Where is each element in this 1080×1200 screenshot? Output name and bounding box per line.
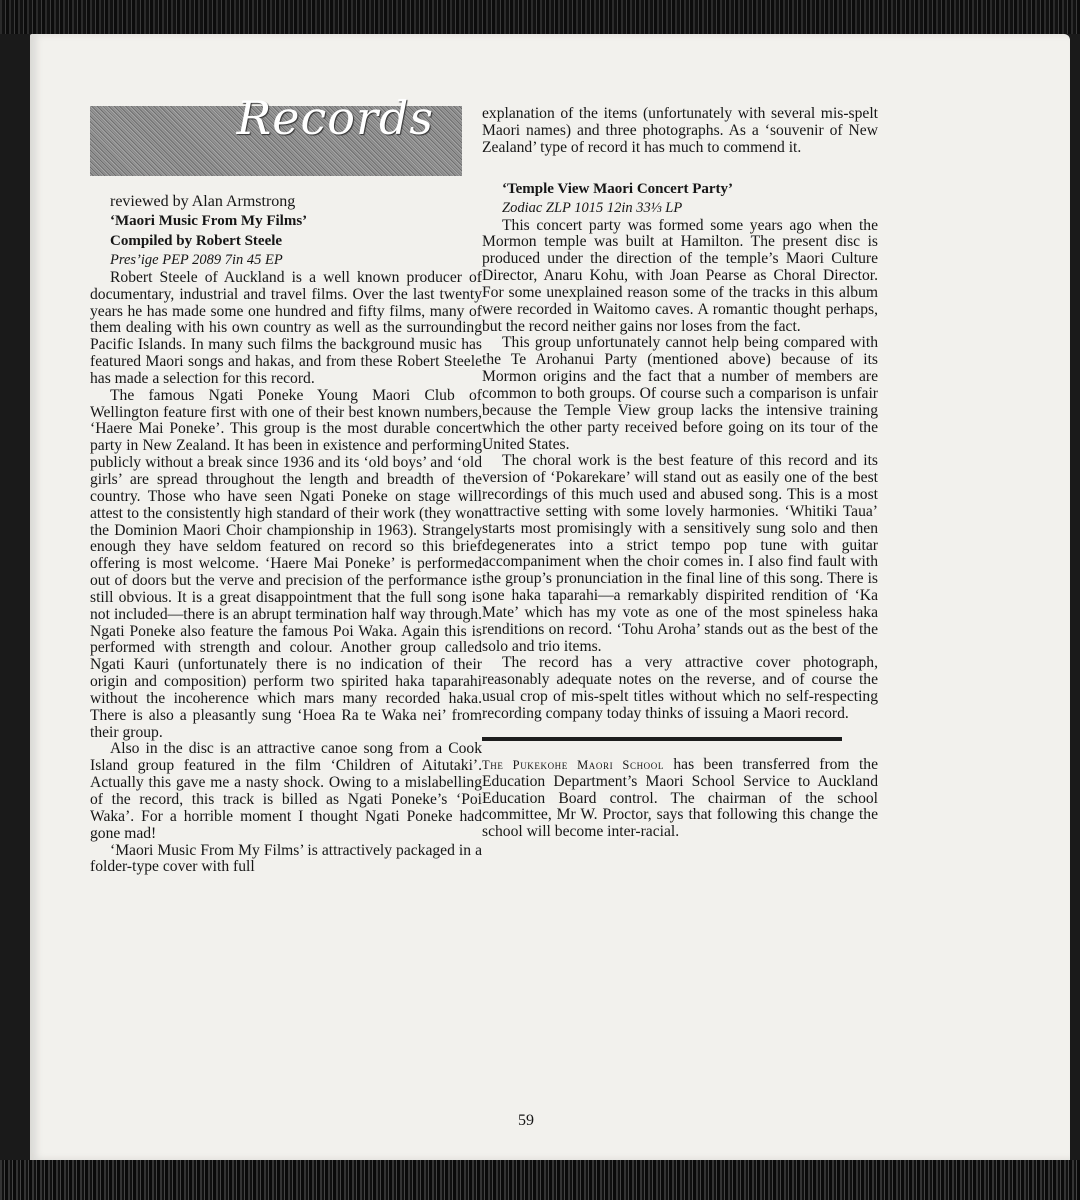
byline: reviewed by Alan Armstrong [110,193,296,210]
page-number: 59 [518,1112,534,1129]
news-lead: The Pukekohe Maori School [482,757,664,772]
review1-continuation: explanation of the items (unfortunately with several mis-spelt Maori names) and three photographs. As a ‘souvenir of New Zealand’ type of record it has much to commend it. [482,105,878,156]
review2-paragraph: The choral work is the best feature of this record and its version of ‘Pokarekare’ will stand out as easily one of the best recordings of this much used and abused song. This is a most attractive setting with some lovely harmonies. ‘Whitiki Taua’ starts most promisingly with a sensitively sung solo and then degenerates into a strict tempo pop tune with guitar accompaniment when the choir comes in. I also find fault with the group’s pronunciation in the final line of this song. There is one haka taparahi—a remarkably dispirited rendition of ‘Ka Mate’ which has my vote as one of the most spineless haka renditions on record. ‘Tohu Aroha’ stands out as the best of the solo and trio items. [482,452,878,655]
review1-catalog: Pres’ige PEP 2089 7in 45 EP [110,251,283,268]
review1-paragraph: Robert Steele of Auckland is a well known producer of documentary, industrial and travel films. Over the last twenty years he has made some one hundred and fifty films, many of them dealing with his own country as well as the surrounding Pacific Islands. In many such films the background music has featured Maori songs and hakas, and from these Robert Steele has made a selection for this record. [90,268,482,387]
section-divider [482,737,842,741]
right-column [482,106,878,841]
records-masthead [90,91,462,176]
review2-title: ‘Temple View Maori Concert Party’ [502,180,734,197]
review1-paragraph: Also in the disc is an attractive canoe song from a Cook Island group featured in the film ‘Children of Aitutaki’. Actually this gave me a nasty shock. Owing to a mislabelling of the record, this track is billed as Ngati Poneke’s ‘Poi Waka’. For a horrible moment I thought Ngati Poneke had gone mad! [90,740,482,842]
review2-paragraph: This concert party was formed some years ago when the Mormon temple was built at Hamilton. The present disc is produced under the direction of the temple’s Maori Culture Director, Anaru Kohu, with Joan Pearse as Choral Director. For some unexplained reason some of the tracks in this album were recorded in Waitomo caves. A romantic thought perhaps, but the record neither gains nor loses from the fact. [482,216,878,335]
review1-title: ‘Maori Music From My Films’ [110,212,308,229]
magazine-page [30,34,1070,1160]
review2-paragraph: The record has a very attractive cover photograph, reasonably adequate notes on the reverse, and of course the usual crop of mis-spelt titles without which no self-respecting recording company today thinks of issuing a Maori record. [482,654,878,722]
scan-border-bottom [0,1160,1080,1200]
scan-border-top [0,0,1080,34]
masthead-title: Records [236,91,434,145]
review2-catalog: Zodiac ZLP 1015 12in 33⅓ LP [502,199,683,216]
review2-paragraph: This group unfortunately cannot help being compared with the Te Arohanui Party (mentioned above) because of its Mormon origins and the fact that a number of members are common to both groups. Of course such a comparison is unfair because the Temple View group lacks the intensive training which the other party received before going on its tour of the United States. [482,334,878,453]
review1-paragraph: The famous Ngati Poneke Young Maori Club of Wellington feature first with one of their best known numbers, ‘Haere Mai Poneke’. This group is the most durable concert party in New Zealand. It has been in existence and performing publicly without a break since 1936 and its ‘old boys’ and ‘old girls’ are spread throughout the length and breadth of the country. Those who have seen Ngati Poneke on stage will attest to the consistently high standard of their work (they won the Dominion Maori Choir championship in 1963). Strangely enough they have seldom featured on record so this brief offering is most welcome. ‘Haere Mai Poneke’ is performed out of doors but the verve and precision of the performance is still obvious. It is a great disappointment that the full song is not included—there is an abrupt termination half way through. Ngati Poneke also feature the famous Poi Waka. Again this is performed with strength and colour. Another group called Ngati Kauri (unfortunately there is no indication of their origin and composition) perform two spirited haka taparahi without the incoherence which mars many recorded haka. There is also a pleasantly sung ‘Hoea Ra te Waka nei’ from their group. [90,386,482,741]
news-text: has been transferred from the Education Department’s Maori School Service to Auckland Education Board control. The chairman of the school committee, Mr W. Proctor, says that following this change the school will become inter-racial. [482,755,878,841]
news-item [482,757,878,841]
review1-compiler: Compiled by Robert Steele [110,232,283,249]
review1-paragraph: ‘Maori Music From My Films’ is attractively packaged in a folder-type cover with full [90,841,482,876]
left-column [90,91,482,876]
